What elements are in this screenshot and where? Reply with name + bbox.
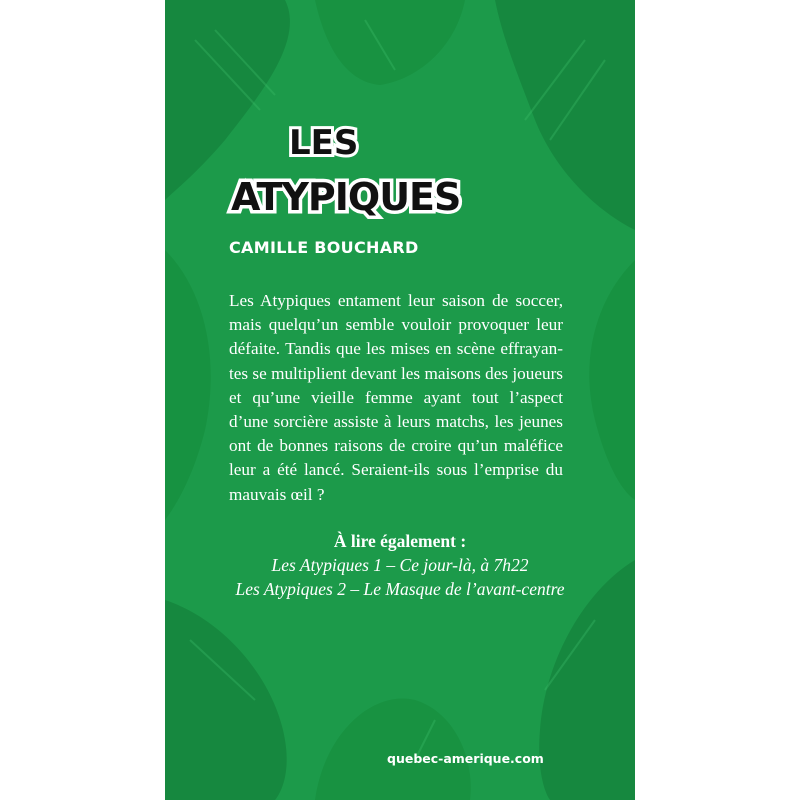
logo-les-text	[289, 123, 358, 163]
publisher-website: quebec-amerique.com	[387, 751, 544, 766]
also-read-item-1: Les Atypiques 1 – Ce jour-là, à 7h22	[271, 555, 529, 575]
author-name: CAMILLE BOUCHARD	[229, 238, 419, 257]
series-logo	[227, 118, 461, 228]
book-blurb: Les Atypiques entament leur saison de soccer, mais quelqu’un semble vouloir provoquer leur défaite. Tandis que les mises en scène effrayantes se multiplient devant les maisons des joueurs et qu’une vieille femme ayant tout l’aspect d’une sorcière assiste à leurs matchs, les jeunes ont de bonnes raisons de croire qu’un maléfice leur a été lancé. Seraient-ils sous l’emprise du mauvais œil ?	[229, 291, 563, 504]
also-read-heading: À lire également :	[333, 531, 467, 551]
svg-text:LES: LES	[289, 123, 359, 163]
logo-atypiques-text	[231, 175, 460, 219]
also-read-item-2: Les Atypiques 2 – Le Masque de l’avant-centre	[235, 579, 565, 599]
svg-text:ATYPIQUES: ATYPIQUES	[231, 175, 461, 219]
also-read-section	[165, 529, 635, 601]
book-back-cover	[165, 0, 635, 800]
